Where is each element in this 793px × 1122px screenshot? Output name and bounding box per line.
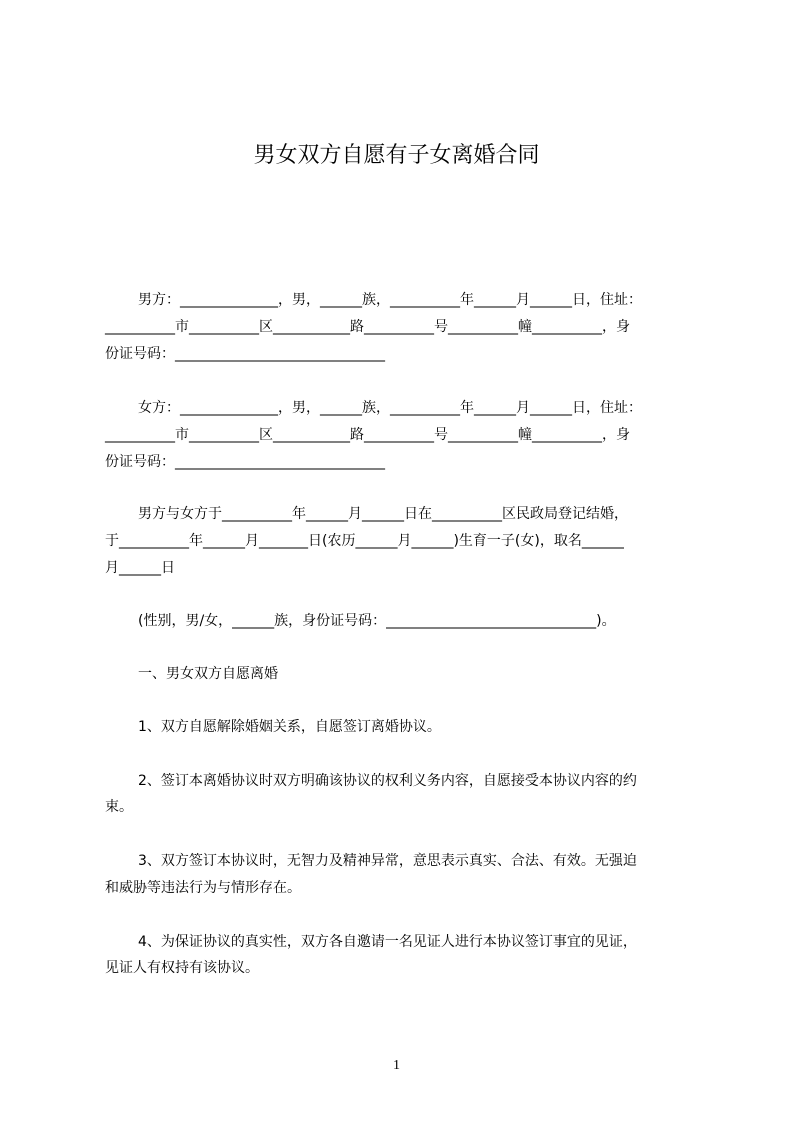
clause-4-line-2: 见证人有权持有该协议。 <box>105 960 259 976</box>
female-party-line-1: 女方：______________，男，______族，__________年______月______日，住址： <box>138 400 642 416</box>
clause-4-line-1: 4、为保证协议的真实性，双方各自邀请一名见证人进行本协议签订事宜的见证， <box>138 934 637 950</box>
clause-3-line-1: 3、双方签订本协议时，无智力及精神异常，意思表示真实、合法、有效。无强迫 <box>138 853 637 869</box>
page-number: 1 <box>393 1058 400 1073</box>
document-title: 男女双方自愿有子女离婚合同 <box>253 143 540 168</box>
clause-3-line-2: 和威胁等违法行为与情形存在。 <box>105 880 301 896</box>
male-party-line-2: __________市__________区___________路__________号__________幢__________，身 <box>105 319 630 335</box>
marriage-info-line-2: 于__________年______月_______日(农历______月______)生育一子(女)，取名______ <box>105 533 624 549</box>
female-party-line-2: __________市__________区___________路__________号__________幢__________，身 <box>105 427 630 443</box>
marriage-info-line-3: 月______日 <box>105 560 175 576</box>
male-party-line-3: 份证号码：______________________________ <box>105 346 385 362</box>
clause-1: 1、双方自愿解除婚姻关系，自愿签订离婚协议。 <box>138 719 441 735</box>
section-heading-1: 一、男女双方自愿离婚 <box>138 666 278 682</box>
male-party-line-1: 男方：______________，男，______族，__________年______月______日，住址： <box>138 292 642 308</box>
child-info-line: (性别，男/女，______族，身份证号码：______________________________)。 <box>138 613 616 629</box>
clause-2-line-1: 2、签订本离婚协议时双方明确该协议的权利义务内容，自愿接受本协议内容的约 <box>138 773 637 789</box>
marriage-info-line-1: 男方与女方于__________年______月______日在__________区民政局登记结婚， <box>138 506 628 522</box>
clause-2-line-2: 束。 <box>105 799 133 815</box>
female-party-line-3: 份证号码：______________________________ <box>105 454 385 470</box>
